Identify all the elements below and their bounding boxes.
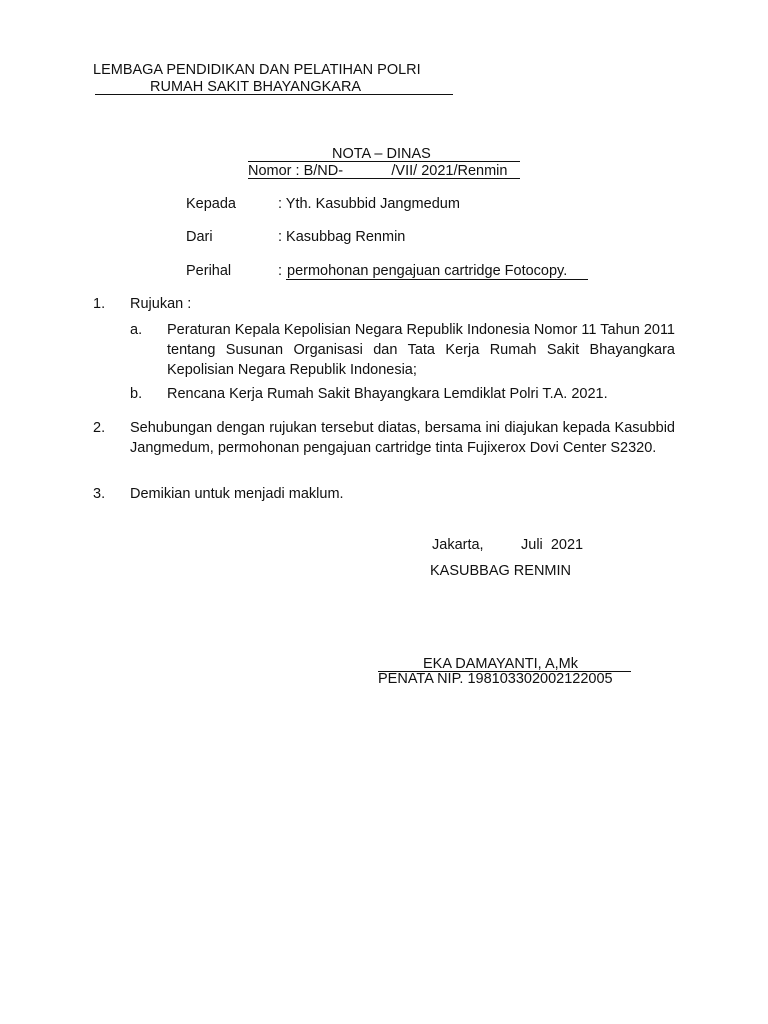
memo-title: NOTA – DINAS xyxy=(332,146,431,162)
paragraph-2-text: Sehubungan dengan rujukan tersebut diatas, bersama ini diajukan kepada Kasubbid Jangmedum, permohonan pengajuan cartridge tinta Fujixerox Dovi Center S2320. xyxy=(130,420,675,456)
subject-underline xyxy=(286,279,588,280)
subject-colon: : xyxy=(278,263,283,279)
institution-name: LEMBAGA PENDIDIKAN DAN PELATIHAN POLRI xyxy=(93,62,421,78)
signature-position: KASUBBAG RENMIN xyxy=(430,563,571,579)
hospital-name: RUMAH SAKIT BHAYANGKARA xyxy=(150,79,362,95)
paragraph-1-number: 1. xyxy=(93,296,106,312)
reference-b-text: Rencana Kerja Rumah Sakit Bhayangkara Lemdiklat Polri T.A. 2021. xyxy=(167,386,608,402)
from-label: Dari xyxy=(186,229,213,245)
paragraph-1-text: Rujukan : xyxy=(130,296,192,312)
to-value: : Yth. Kasubbid Jangmedum xyxy=(278,196,460,212)
paragraph-3-number: 3. xyxy=(93,486,106,502)
paragraph-3-text: Demikian untuk menjadi maklum. xyxy=(130,486,344,502)
subject-label: Perihal xyxy=(186,263,232,279)
reference-a-text: Peraturan Kepala Kepolisian Negara Republik Indonesia Nomor 11 Tahun 2011 tentang Susunan Organisasi dan Tata Kerja Rumah Sakit Bhayangkara Kepolisian Negara Republik Indonesia; xyxy=(167,322,675,378)
from-value: : Kasubbag Renmin xyxy=(278,229,406,245)
signature-date: Juli 2021 xyxy=(521,537,584,553)
subject-value: permohonan pengajuan cartridge Fotocopy. xyxy=(287,263,568,279)
reference-b-label: b. xyxy=(130,386,143,402)
to-label: Kepada xyxy=(186,196,236,212)
signatory-name: EKA DAMAYANTI, A,Mk xyxy=(423,656,578,672)
signatory-rank-nip: PENATA NIP. 19810330200212200​5 xyxy=(378,671,613,687)
header-underline xyxy=(95,94,453,95)
signature-place: Jakarta, xyxy=(432,537,484,553)
paragraph-2-number: 2. xyxy=(93,420,106,436)
reference-a-label: a. xyxy=(130,322,143,338)
memo-number: Nomor : B/ND- /VII/ 2021/Renmin xyxy=(248,163,508,179)
memo-number-underline xyxy=(248,178,520,179)
